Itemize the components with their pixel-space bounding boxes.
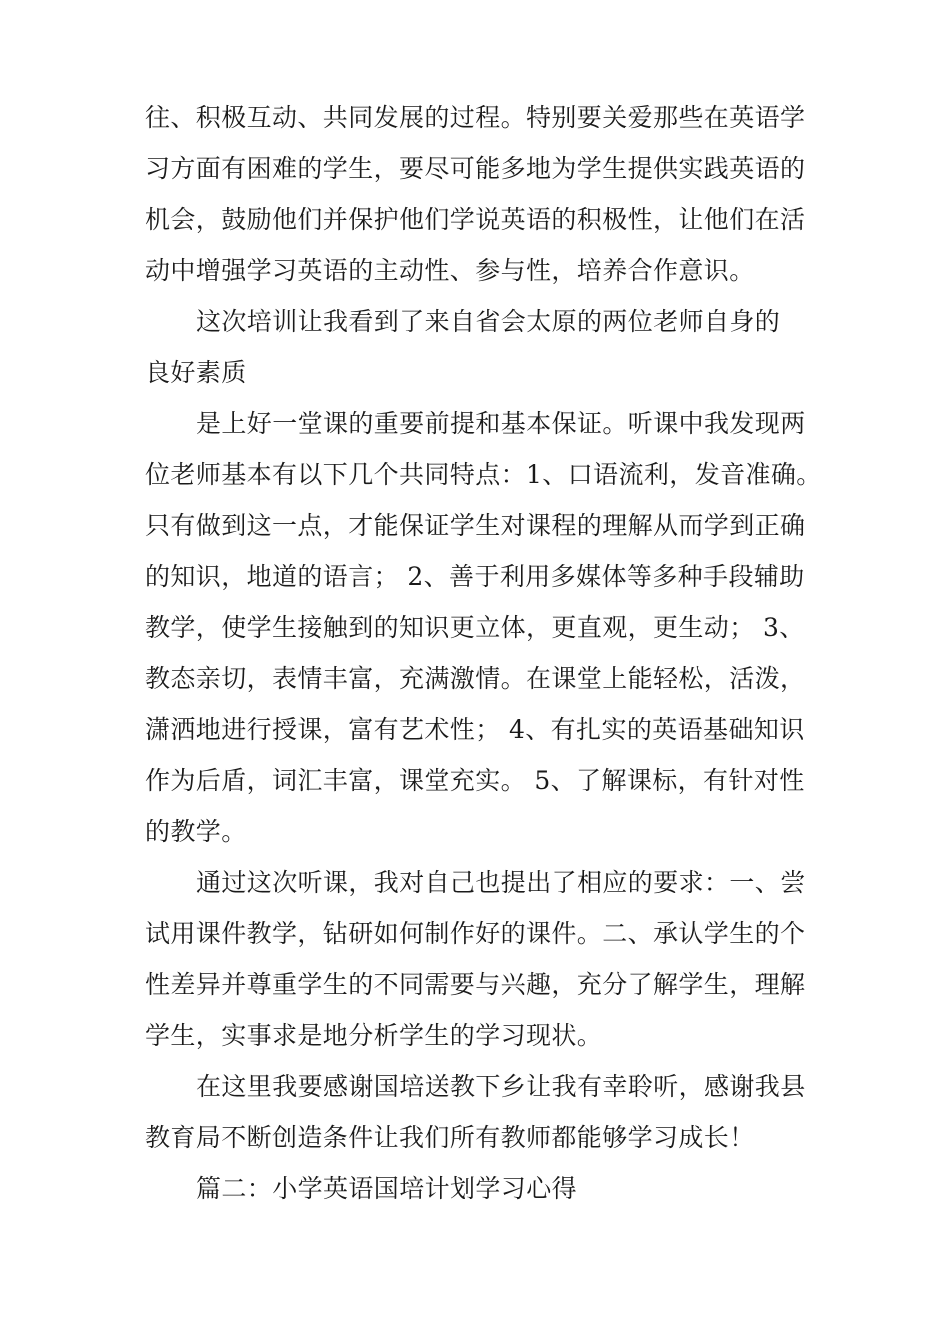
text-line: 作为后盾，词汇丰富，课堂充实。 5、了解课标，有针对性 (145, 766, 805, 795)
text-line: 习方面有困难的学生，要尽可能多地为学生提供实践英语的 (145, 154, 806, 183)
heading-line: 篇二：小学英语国培计划学习心得 (196, 1174, 578, 1203)
document-body (145, 92, 822, 1214)
paragraph-5 (145, 1061, 809, 1163)
section-heading (145, 1163, 809, 1214)
text-line: 是上好一堂课的重要前提和基本保证。听课中我发现两 (196, 409, 806, 438)
text-line: 的教学。 (145, 817, 247, 846)
text-line: 学生，实事求是地分析学生的学习现状。 (145, 1021, 603, 1050)
paragraph-4 (145, 857, 809, 1061)
text-line: 教学，使学生接触到的知识更立体，更直观，更生动； 3、 (145, 613, 805, 642)
text-line: 良好素质 (145, 358, 247, 387)
text-line: 潇洒地进行授课，富有艺术性； 4、有扎实的英语基础知识 (145, 715, 805, 744)
paragraph-3 (145, 398, 822, 857)
text-line: 教态亲切，表情丰富，充满激情。在课堂上能轻松，活泼， (145, 664, 806, 693)
text-line: 在这里我要感谢国培送教下乡让我有幸聆听，感谢我县 (196, 1072, 806, 1101)
text-line: 位老师基本有以下几个共同特点：1、口语流利，发音准确。 (145, 460, 822, 489)
text-line: 这次培训让我看到了来自省会太原的两位老师自身的 (196, 307, 781, 336)
text-line: 教育局不断创造条件让我们所有教师都能够学习成长！ (145, 1123, 755, 1152)
paragraph-1 (145, 92, 809, 296)
text-line: 往、积极互动、共同发展的过程。特别要关爱那些在英语学 (145, 103, 806, 132)
text-line: 机会，鼓励他们并保护他们学说英语的积极性，让他们在活 (145, 205, 806, 234)
text-line: 通过这次听课，我对自己也提出了相应的要求：一、尝 (196, 868, 806, 897)
paragraph-2 (145, 296, 809, 398)
text-line: 试用课件教学，钻研如何制作好的课件。二、承认学生的个 (145, 919, 806, 948)
text-line: 性差异并尊重学生的不同需要与兴趣，充分了解学生，理解 (145, 970, 806, 999)
text-line: 动中增强学习英语的主动性、参与性，培养合作意识。 (145, 256, 755, 285)
text-line: 只有做到这一点，才能保证学生对课程的理解从而学到正确 (145, 511, 806, 540)
text-line: 的知识，地道的语言； 2、善于利用多媒体等多种手段辅助 (145, 562, 805, 591)
